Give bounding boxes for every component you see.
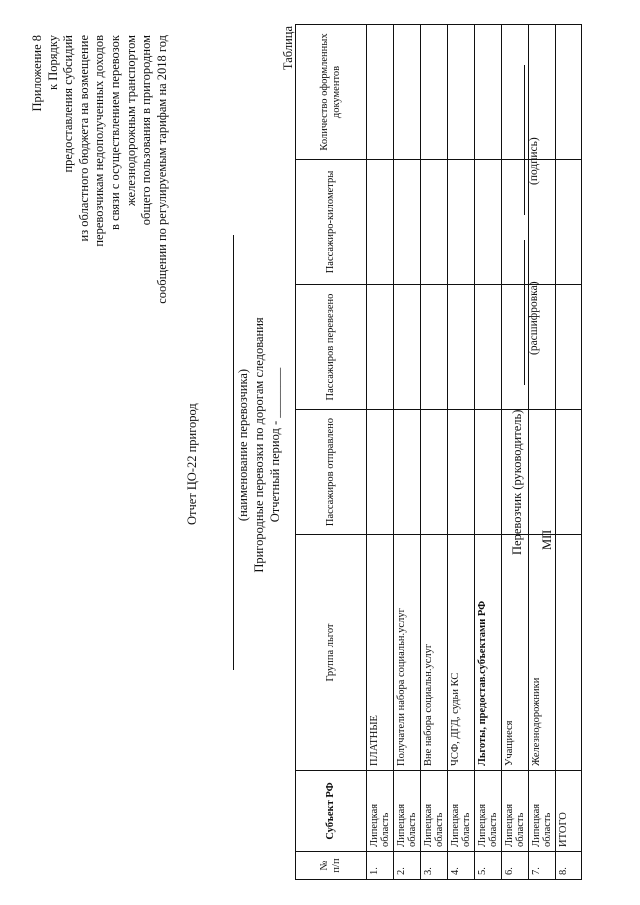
- header-sent: Пассажиров отправлено: [296, 410, 367, 535]
- cell-km: [475, 160, 502, 285]
- cell-km: [556, 160, 582, 285]
- cell-group: Учащиеся: [502, 535, 529, 771]
- cell-subject: Липецкая область: [394, 771, 421, 852]
- appendix-line: из областного бюджета на возмещение: [76, 35, 91, 242]
- cell-subject: Липецкая область: [529, 771, 556, 852]
- table-label: Таблица: [281, 26, 295, 71]
- cell-subject: Липецкая область: [475, 771, 502, 852]
- signer-label: Перевозчик (руководитель): [510, 409, 524, 555]
- cell-num: 4.: [448, 852, 475, 880]
- cell-group: Льготы, предостав.субъектами РФ: [475, 535, 502, 771]
- header-group: Группа льгот: [296, 535, 367, 771]
- cell-subject: Липецкая область: [448, 771, 475, 852]
- header-docs: Количество оформленных документов: [296, 25, 367, 160]
- header-subject: Субъект РФ: [296, 771, 367, 852]
- appendix-line: железнодорожным транспортом: [123, 35, 138, 206]
- cell-subject: ИТОГО: [556, 771, 582, 852]
- cell-km: [448, 160, 475, 285]
- header-km: Пассажиро-километры: [296, 160, 367, 285]
- cell-group: Вне набора социальн.услуг: [421, 535, 448, 771]
- header-num: № п/п: [296, 852, 367, 880]
- table-header-row: [296, 25, 367, 880]
- cell-group: [556, 535, 582, 771]
- header-carried: Пассажиров перевезено: [296, 285, 367, 410]
- cell-km: [394, 160, 421, 285]
- carrier-name-line: [233, 235, 234, 670]
- table-row: [475, 25, 502, 880]
- decoding-line: [524, 240, 525, 385]
- cell-sent: [448, 410, 475, 535]
- cell-carried: [448, 285, 475, 410]
- cell-num: 1.: [367, 852, 394, 880]
- cell-num: 6.: [502, 852, 529, 880]
- cell-km: [421, 160, 448, 285]
- table-row: [421, 25, 448, 880]
- cell-docs: [475, 25, 502, 160]
- reporting-period: Отчетный период - ________: [268, 367, 282, 523]
- cell-num: 5.: [475, 852, 502, 880]
- cell-sent: [529, 410, 556, 535]
- decoding-caption: (расшифровка): [528, 281, 540, 355]
- cell-num: 8.: [556, 852, 582, 880]
- cell-subject: Липецкая область: [367, 771, 394, 852]
- stamp-label: МП: [540, 529, 554, 550]
- cell-carried: [556, 285, 582, 410]
- cell-carried: [475, 285, 502, 410]
- appendix-line: к Порядку: [45, 35, 60, 90]
- table-row: [367, 25, 394, 880]
- cell-sent: [394, 410, 421, 535]
- cell-group: ЧСФ, ДГД, судьи КС: [448, 535, 475, 771]
- cell-carried: [421, 285, 448, 410]
- cell-num: 2.: [394, 852, 421, 880]
- cell-docs: [556, 25, 582, 160]
- carrier-caption: (наименование перевозчика): [236, 368, 250, 522]
- cell-docs: [448, 25, 475, 160]
- table-row: [394, 25, 421, 880]
- table-row: [448, 25, 475, 880]
- appendix-line: сообщении по регулируемым тарифам на 2018 год: [154, 35, 169, 304]
- signature-caption: (подпись): [528, 137, 540, 185]
- cell-carried: [394, 285, 421, 410]
- cell-group: ПЛАТНЫЕ: [367, 535, 394, 771]
- cell-sent: [556, 410, 582, 535]
- cell-docs: [421, 25, 448, 160]
- appendix-header: [30, 35, 170, 435]
- cell-num: 7.: [529, 852, 556, 880]
- cell-subject: Липецкая область: [421, 771, 448, 852]
- appendix-line: Приложение 8: [30, 35, 44, 112]
- cell-sent: [475, 410, 502, 535]
- cell-carried: [367, 285, 394, 410]
- report-title: Отчет ЦО-22 пригород: [185, 403, 199, 525]
- appendix-line: предоставления субсидий: [61, 35, 76, 173]
- cell-docs: [367, 25, 394, 160]
- cell-sent: [421, 410, 448, 535]
- table-total-row: [556, 25, 582, 880]
- cell-km: [367, 160, 394, 285]
- cell-subject: Липецкая область: [502, 771, 529, 852]
- cell-docs: [394, 25, 421, 160]
- cell-group: Железнодорожники: [529, 535, 556, 771]
- appendix-line: перевозчикам недополученных доходов: [92, 35, 107, 247]
- appendix-line: в связи с осуществлением перевозок: [107, 35, 122, 230]
- signature-line: [524, 65, 525, 215]
- cell-sent: [367, 410, 394, 535]
- cell-group: Получатели набора социальн.услуг: [394, 535, 421, 771]
- report-subtitle: Пригородные перевозки по дорогам следования: [252, 317, 266, 573]
- cell-num: 3.: [421, 852, 448, 880]
- appendix-line: общего пользования в пригородном: [139, 35, 154, 226]
